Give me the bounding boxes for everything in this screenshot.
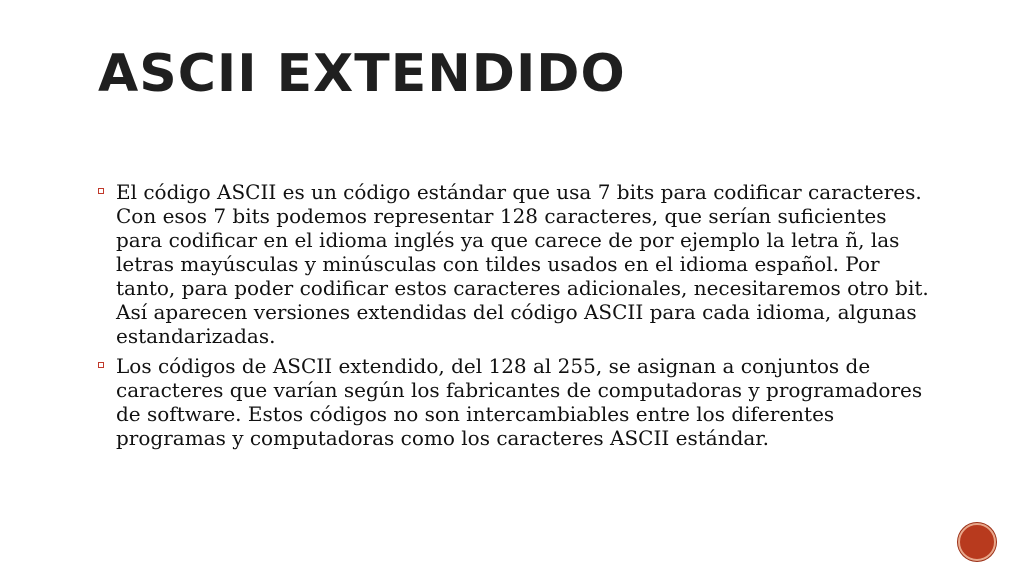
bullet-item: [98, 180, 936, 348]
bullet-item: [98, 354, 936, 450]
slide-number-badge: [958, 523, 996, 561]
bullet-text: El código ASCII es un código estándar que usa 7 bits para codificar caracteres. Con esos 7 bits podemos representar 128 caracteres, que serían suficientes para codificar en el idioma inglés ya que carece de por ejemplo la letra ñ, las letras mayúsculas y minúsculas con tildes usados en el idioma español. Por tanto, para poder codificar estos caracteres adicionales, necesitaremos otro bit. Así aparecen versiones extendidas del código ASCII para cada idioma, algunas estandarizadas.: [116, 180, 929, 348]
bullet-text: Los códigos de ASCII extendido, del 128 al 255, se asignan a conjuntos de caracteres que varían según los fabricantes de computadoras y programadores de software. Estos códigos no son intercambiables entre los diferentes programas y computadoras como los caracteres ASCII estándar.: [116, 354, 923, 450]
bullet-list: [98, 180, 936, 456]
slide-title: ASCII EXTENDIDO: [98, 44, 626, 104]
square-bullet-icon: [98, 362, 104, 368]
square-bullet-icon: [98, 188, 104, 194]
